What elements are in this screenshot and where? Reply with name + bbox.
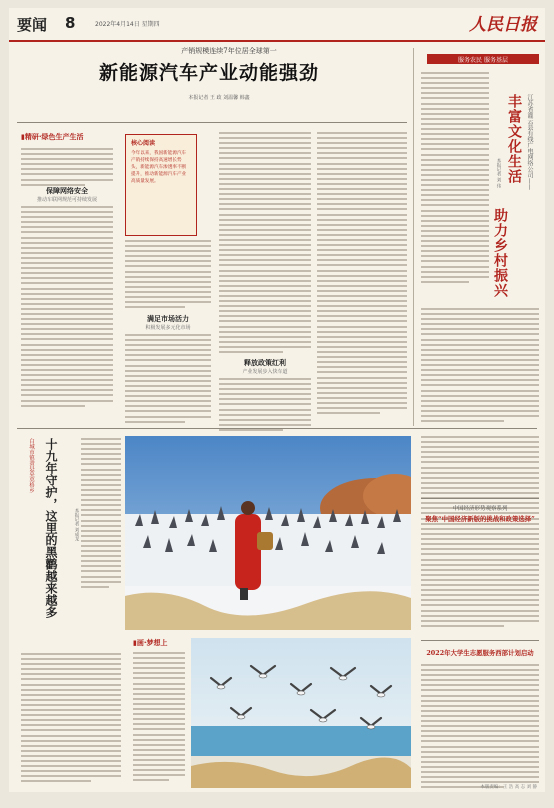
publication-date: 2022年4月14日 星期四	[95, 21, 160, 28]
page-footer: 本版责编：王 浩 高 志 刘 静	[480, 785, 537, 790]
body-text-block	[21, 148, 113, 189]
side-kicker: 江苏省灌云县有线广电网络公司——	[526, 94, 533, 190]
lead-subhead: 保障网络安全	[46, 186, 88, 195]
page-header	[9, 8, 545, 42]
body-text-block	[125, 240, 211, 311]
cranes-flying-photo	[191, 638, 411, 788]
lead-subhead-sub: 产业发展步入快车道	[242, 369, 288, 375]
body-text-block	[133, 652, 185, 784]
body-text-block	[421, 664, 539, 791]
masthead-logo: 人民日报	[469, 15, 537, 35]
feature-subhead: 白城市镇赉县莫莫格乡	[28, 438, 34, 493]
body-text-block	[317, 132, 407, 417]
right-kicker: 中国经济形势观察系列	[452, 506, 508, 512]
side-tag: 服务农民 服务基层	[458, 57, 508, 64]
lead-subhead: 释放政策红利	[244, 358, 286, 367]
lead-subhead: 满足市场活力	[147, 314, 189, 323]
divider	[421, 498, 539, 499]
side-byline: 本报记者 刘 伟	[496, 158, 501, 188]
divider	[421, 640, 539, 641]
body-text-block	[219, 378, 311, 434]
right-headline-2: 2022年大学生志愿服务西部计划启动	[426, 649, 534, 657]
feature-headline: 十九年守护，这里的黑鹳越来越多	[44, 438, 58, 618]
body-text-block	[421, 308, 539, 425]
lead-subhead-sub: 积极发展多元化市场	[145, 325, 191, 331]
divider	[413, 48, 414, 426]
newspaper-page	[9, 8, 545, 792]
body-text-block	[219, 132, 311, 356]
lead-kicker: 产销规模连续7年位居全球第一	[181, 47, 277, 55]
lead-headline: 新能源汽车产业动能强劲	[98, 62, 319, 84]
body-text-block	[81, 438, 121, 591]
body-text-block	[21, 206, 113, 410]
section-name: 要闻	[17, 16, 48, 34]
right-headline-1: 聚焦“中国经济新版的挑战和政策选择”	[425, 515, 535, 523]
feature-byline: 本报记者 刘成龙	[74, 508, 79, 541]
side-headline-1: 丰富文化生活	[506, 94, 522, 184]
side-headline-2: 助力乡村振兴	[492, 208, 508, 298]
body-text-block	[421, 72, 489, 286]
crane-feeding-photo	[125, 436, 411, 630]
body-text-block	[21, 653, 121, 785]
divider	[17, 122, 407, 123]
lead-subhead-sub: 推动车联网规范可持续发展	[36, 197, 97, 203]
body-text-block	[125, 334, 211, 426]
page-number: 8	[65, 14, 76, 32]
lead-byline: 本报记者 王 政 刘温馨 韩鑫	[188, 95, 250, 101]
picture-column-tag: ▮画·梦想上	[133, 639, 168, 647]
body-text-block	[421, 528, 539, 630]
core-reading-text: 今年以来，我国新能源汽车产销持续保持高速增长势头，新能源汽车渗透率不断提升，推动新能源汽车产业高质量发展。	[131, 151, 187, 184]
lead-subhead-red: ▮精研·绿色生产生活	[21, 133, 84, 141]
core-reading-title: 核心阅读	[131, 140, 156, 147]
